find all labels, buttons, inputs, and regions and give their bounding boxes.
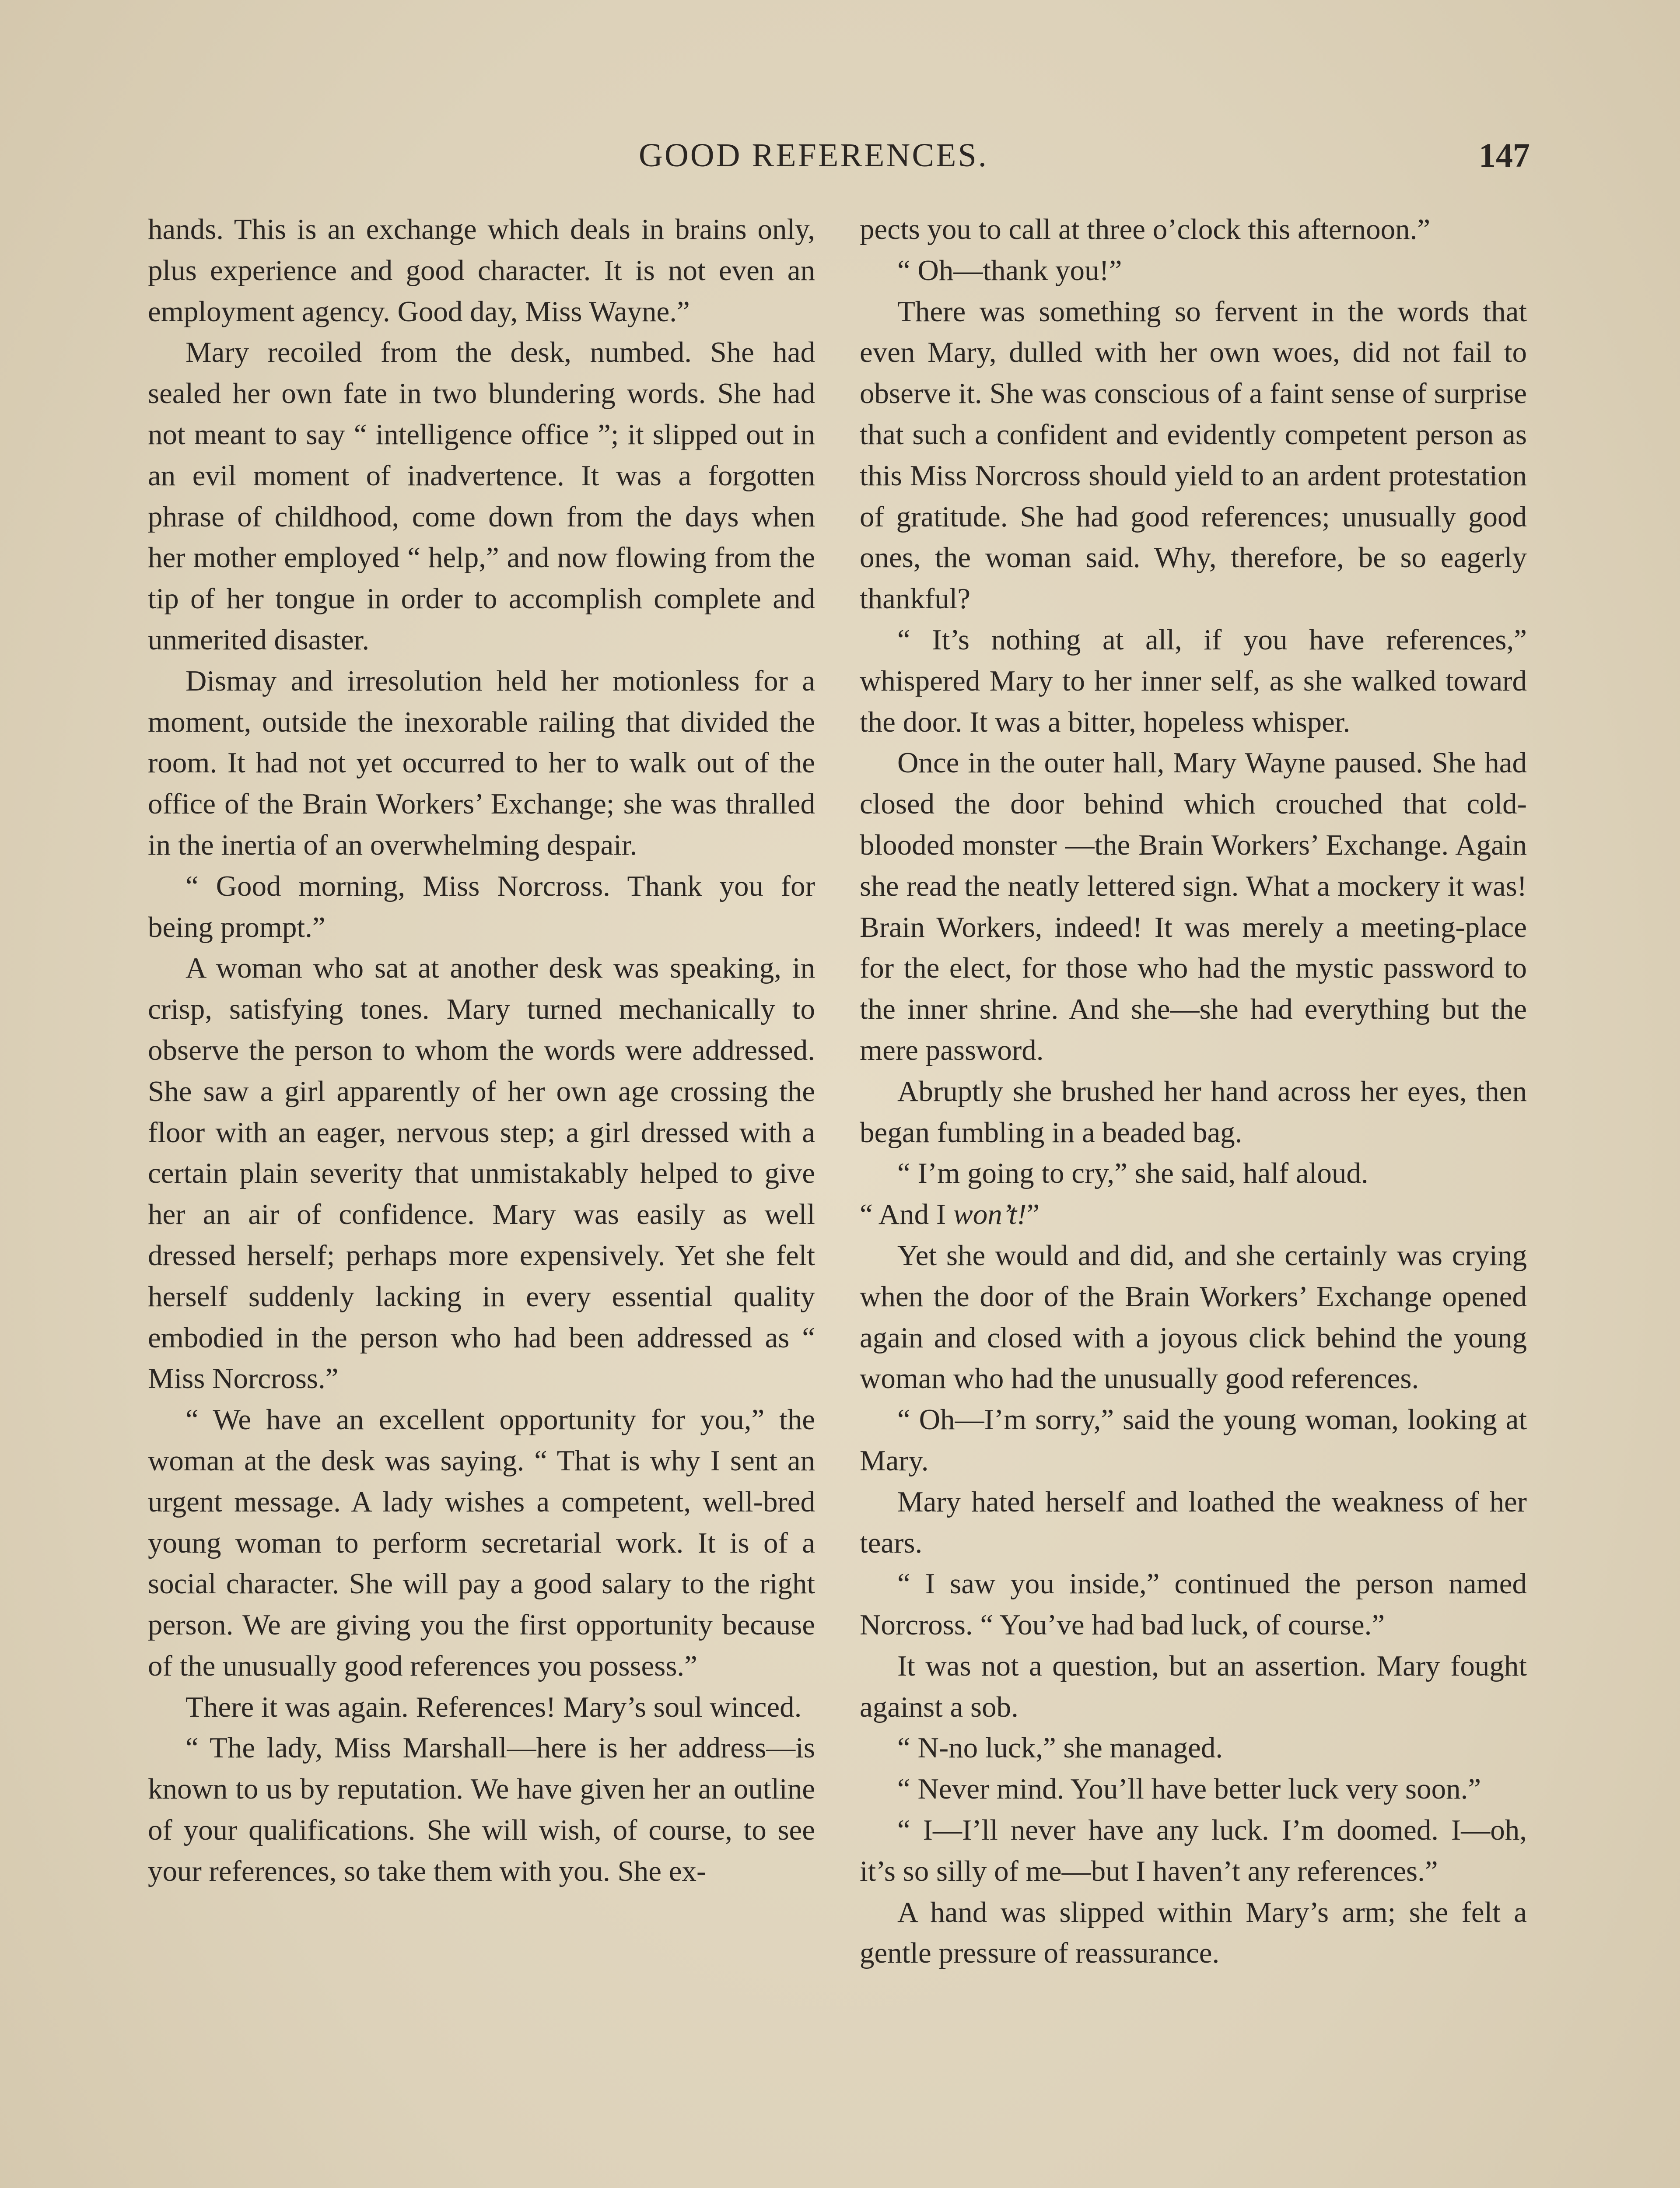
left-column [148,209,815,1892]
paragraph-text: ” [1026,1198,1040,1231]
running-head [0,131,1680,179]
paragraph: “ Oh—thank you!” [897,254,1122,287]
paragraph: “ Oh—I’m sorry,” said the young woman, looking at Mary. [860,1403,1527,1477]
paragraph: “ Good morning, Miss Norcross. Thank you for being prompt.” [148,870,815,943]
paragraph: Mary hated herself and loathed the weakness of her tears. [860,1485,1527,1559]
paragraph: It was not a question, but an assertion. Mary fought against a sob. [860,1649,1527,1723]
paragraph: pects you to call at three o’clock this afternoon.” [860,213,1431,245]
paragraph: Abruptly she brushed her hand across her eyes, then began fumbling in a beaded bag. [860,1075,1527,1149]
paragraph: “ Never mind. You’ll have better luck very soon.” [897,1773,1481,1806]
page-number: 147 [1479,136,1530,174]
paragraph: Mary recoiled from the desk, numbed. She had sealed her own fate in two blundering words. She had not meant to say “ intelligence office ”; it slipped out in an evil moment of inadvertence. It was a forgotten phrase of childhood, come down from the days when her mother employed “ help,” and now flowing from the tip of her tongue in order to accomplish complete and unmerited disaster. [148,336,815,656]
running-title: GOOD REFERENCES. [639,137,988,174]
paragraph: “ I saw you inside,” continued the person named Norcross. “ You’ve had bad luck, of course.” [860,1567,1527,1641]
paragraph: Yet she would and did, and she certainly was crying when the door of the Brain Workers’ Exchange opened again and closed with a joyous click behind the young woman who had the unusually good references. [860,1239,1527,1395]
paragraph: Dismay and irresolution held her motionless for a moment, outside the inexorable railing that divided the room. It had not yet occurred to her to walk out of the office of the Brain Workers’ Exchange; she was thralled in the inertia of an overwhelming despair. [148,664,815,861]
paragraph [860,1194,1527,1235]
paragraph: “ I—I’ll never have any luck. I’m doomed. I—oh, it’s so silly of me—but I haven’t any references.” [860,1814,1527,1887]
paragraph: “ N-no luck,” she managed. [897,1732,1223,1764]
paragraph: “ I’m going to cry,” she said, half aloud. [897,1157,1368,1190]
emphasis: won’t! [953,1198,1027,1231]
paragraph: A woman who sat at another desk was speaking, in crisp, satisfying tones. Mary turned mechanically to observe the person to whom the words were addressed. She saw a girl apparently of her own age crossing the floor with an eager, nervous step; a girl dressed with a certain plain severity that unmistakably helped to give her an air of confidence. Mary was easily as well dressed herself; perhaps more expensively. Yet she felt herself suddenly lacking in every essential quality embodied in the person who had been addressed as “ Miss Norcross.” [148,952,815,1395]
paragraph-text: “ And I [860,1198,953,1231]
paragraph: “ It’s nothing at all, if you have references,” whispered Mary to her inner self, as she walked toward the door. It was a bitter, hopeless whisper. [860,623,1527,738]
paragraph: A hand was slipped within Mary’s arm; she felt a gentle pressure of reassurance. [860,1896,1527,1970]
paragraph: There it was again. References! Mary’s soul winced. [186,1690,802,1723]
paragraph: hands. This is an exchange which deals in brains only, plus experience and good character. It is not even an employment agency. Good day, Miss Wayne.” [148,213,815,328]
paragraph: “ We have an excellent opportunity for you,” the woman at the desk was saying. “ That is why I sent an urgent message. A lady wishes a competent, well-bred young woman to perform secretarial work. It is of a social character. She will pay a good salary to the right person. We are giving you the first opportunity because of the unusually good references you possess.” [148,1403,815,1682]
paragraph: “ The lady, Miss Marshall—here is her address—is known to us by reputation. We have given her an outline of your qualifications. She will wish, of course, to see your references, so take them with you. She ex- [148,1732,815,1887]
paragraph: Once in the outer hall, Mary Wayne paused. She had closed the door behind which crouched that cold-blooded monster —the Brain Workers’ Exchange. Again she read the neatly lettered sign. What a mockery it was! Brain Workers, indeed! It was merely a meeting-place for the elect, for those who had the mystic password to the inner shrine. And she—she had everything but the mere password. [860,747,1527,1066]
right-column [860,209,1527,1974]
paragraph: There was something so fervent in the words that even Mary, dulled with her own woes, did not fail to observe it. She was conscious of a faint sense of surprise that such a confident and evidently competent person as this Miss Norcross should yield to an ardent protestation of gratitude. She had good references; unusually good ones, the woman said. Why, therefore, be so eagerly thankful? [860,295,1527,615]
